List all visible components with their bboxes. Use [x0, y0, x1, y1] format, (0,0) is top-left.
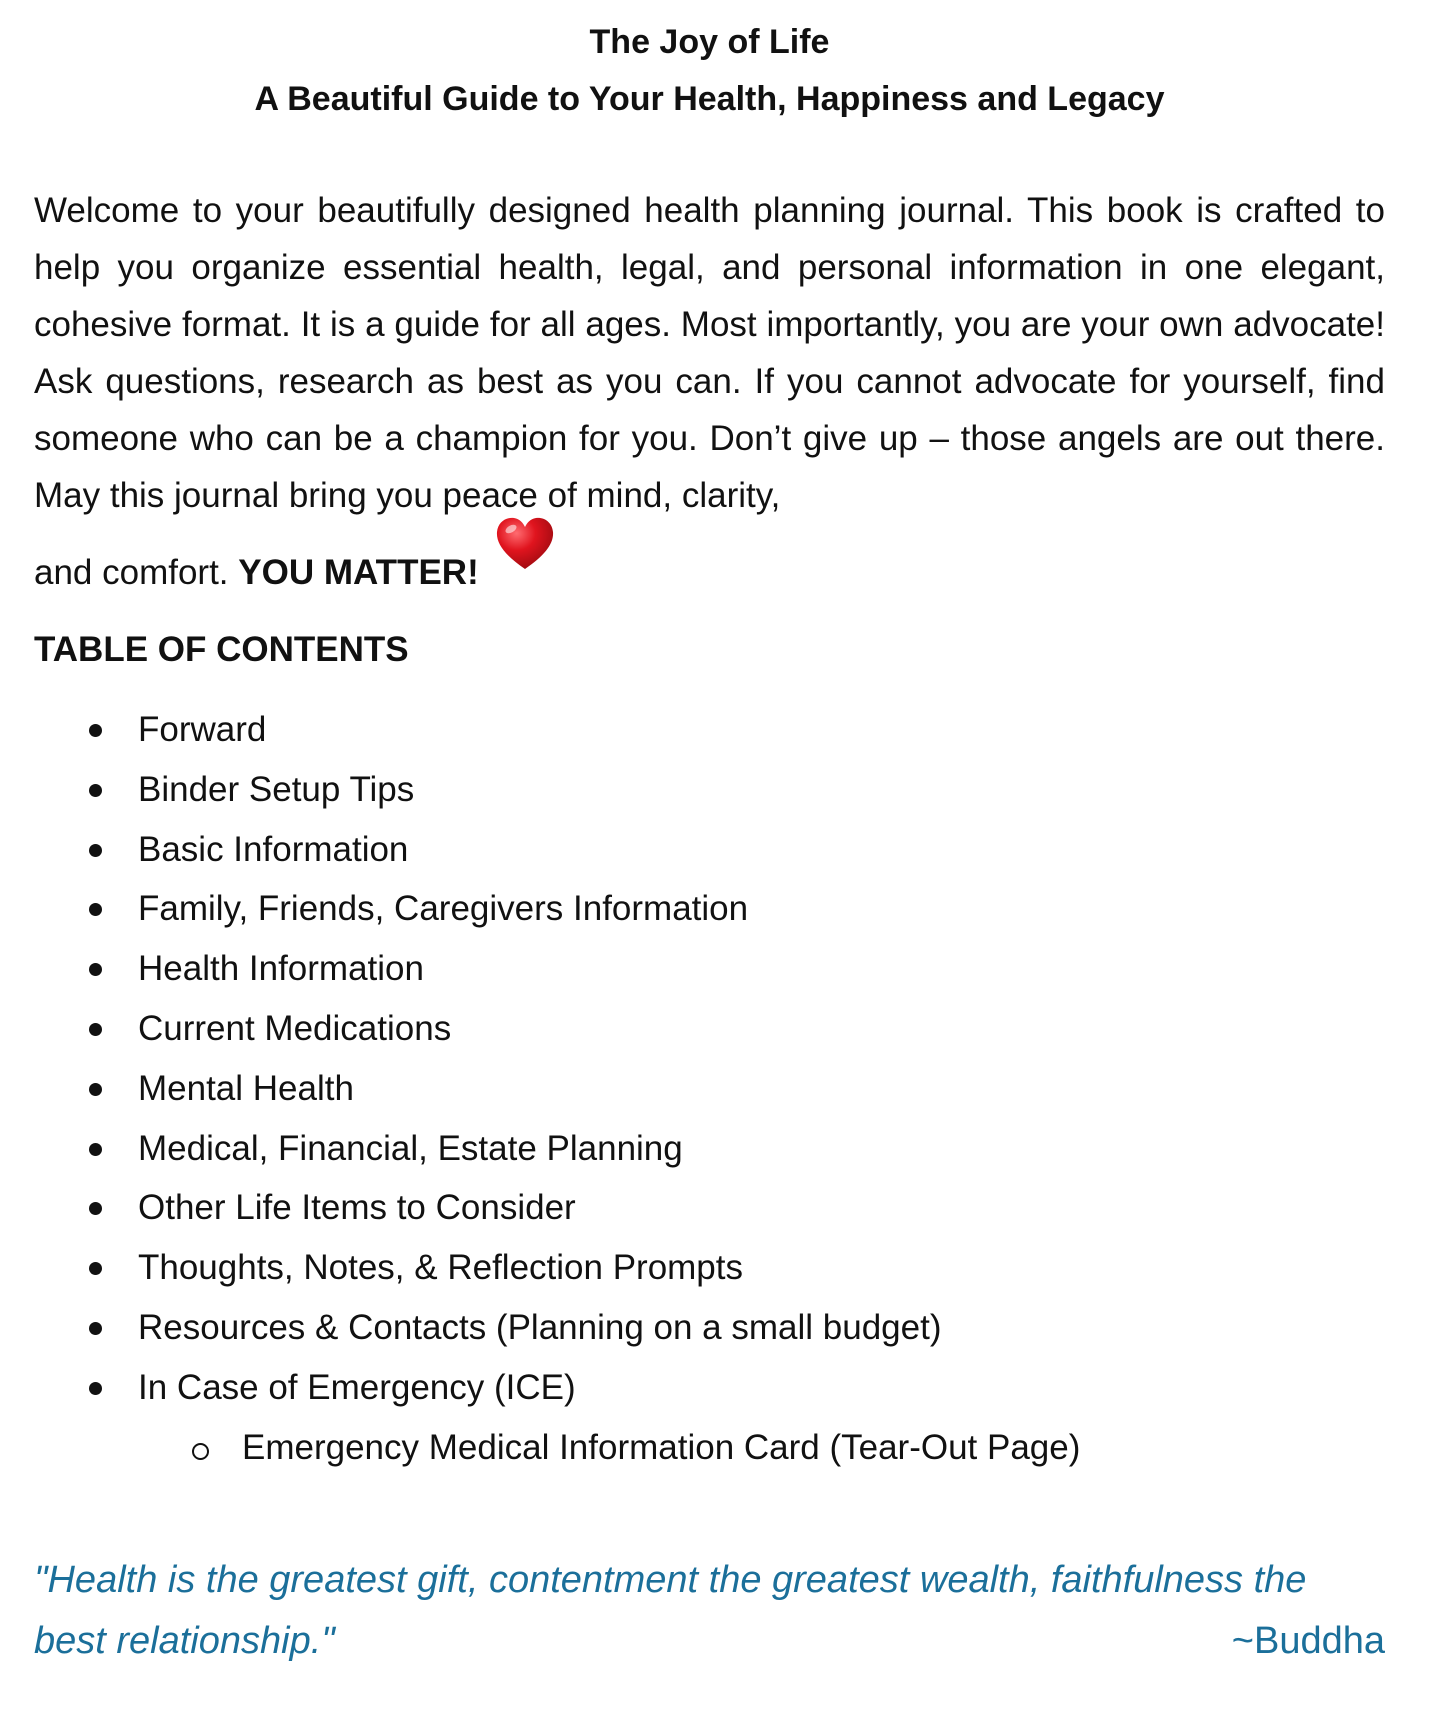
you-matter-emphasis: YOU MATTER!: [238, 553, 479, 592]
toc-list: [34, 700, 1385, 1477]
toc-item-label: Family, Friends, Caregivers Information: [138, 889, 749, 929]
toc-sub-item: [34, 1418, 1385, 1478]
toc-item-label: Binder Setup Tips: [138, 769, 415, 809]
toc-sub-item-label: Emergency Medical Information Card (Tear-Out Page): [242, 1427, 1081, 1467]
toc-item-label: Basic Information: [138, 829, 409, 869]
toc-item: [34, 760, 1385, 820]
bullet-icon: [89, 1143, 102, 1156]
bullet-icon: [89, 1202, 102, 1215]
intro-paragraph: [34, 182, 1385, 601]
toc-item-label: Medical, Financial, Estate Planning: [138, 1128, 683, 1168]
toc-item-label: Thoughts, Notes, & Reflection Prompts: [138, 1248, 743, 1288]
bullet-icon: [89, 963, 102, 976]
quote-text: "Health is the greatest gift, contentment the greatest wealth, faithfulness the best relationship.": [34, 1559, 1307, 1662]
toc-item-label: Health Information: [138, 949, 424, 989]
toc-item: [34, 700, 1385, 760]
toc-item: [34, 1059, 1385, 1119]
toc-item: [34, 1178, 1385, 1238]
toc-item-label: Forward: [138, 710, 267, 749]
intro-body: Welcome to your beautifully designed health planning journal. This book is crafted to help you organize essential health, legal, and personal information in one elegant, cohesive format. It is a guide for all ages. Most importantly, you are your own advocate! Ask questions, research as best as you can. If you cannot advocate for yourself, find someone who can be a champion for you. Don’t give up – those angels are out there. May this journal bring you peace of mind, clarity,: [34, 191, 1385, 515]
toc-item: [34, 1298, 1385, 1358]
toc-item-label: Current Medications: [138, 1008, 452, 1048]
bullet-icon: [89, 784, 102, 797]
bullet-icon: [89, 1023, 102, 1036]
toc-item: [34, 939, 1385, 999]
bullet-icon: [89, 1382, 102, 1395]
bullet-icon: [89, 1322, 102, 1335]
toc-item: [34, 999, 1385, 1059]
quote-block: [34, 1550, 1385, 1672]
heart-icon: [494, 516, 556, 572]
bullet-icon: [89, 1262, 102, 1275]
hollow-bullet-icon: [192, 1443, 209, 1460]
toc-item: [34, 1358, 1385, 1418]
toc-item-label: Resources & Contacts (Planning on a small budget): [138, 1307, 942, 1347]
toc-heading: TABLE OF CONTENTS: [34, 630, 409, 669]
title-line-1: The Joy of Life: [589, 23, 830, 61]
toc-item: [34, 879, 1385, 939]
page-title: [34, 14, 1385, 128]
bullet-icon: [89, 903, 102, 916]
bullet-icon: [89, 1083, 102, 1096]
toc-item-label: Mental Health: [138, 1068, 354, 1108]
toc-item: [34, 1119, 1385, 1179]
quote-attribution: ~Buddha: [1231, 1620, 1385, 1662]
intro-closing: and comfort.: [34, 553, 229, 592]
toc-item-label: Other Life Items to Consider: [138, 1188, 576, 1228]
toc-item: [34, 1238, 1385, 1298]
toc-item: [34, 820, 1385, 880]
bullet-icon: [89, 844, 102, 857]
bullet-icon: [89, 724, 102, 737]
intro-closing-line: [34, 534, 1385, 601]
toc-item-label: In Case of Emergency (ICE): [138, 1367, 576, 1407]
title-line-2: A Beautiful Guide to Your Health, Happiness and Legacy: [254, 80, 1165, 118]
